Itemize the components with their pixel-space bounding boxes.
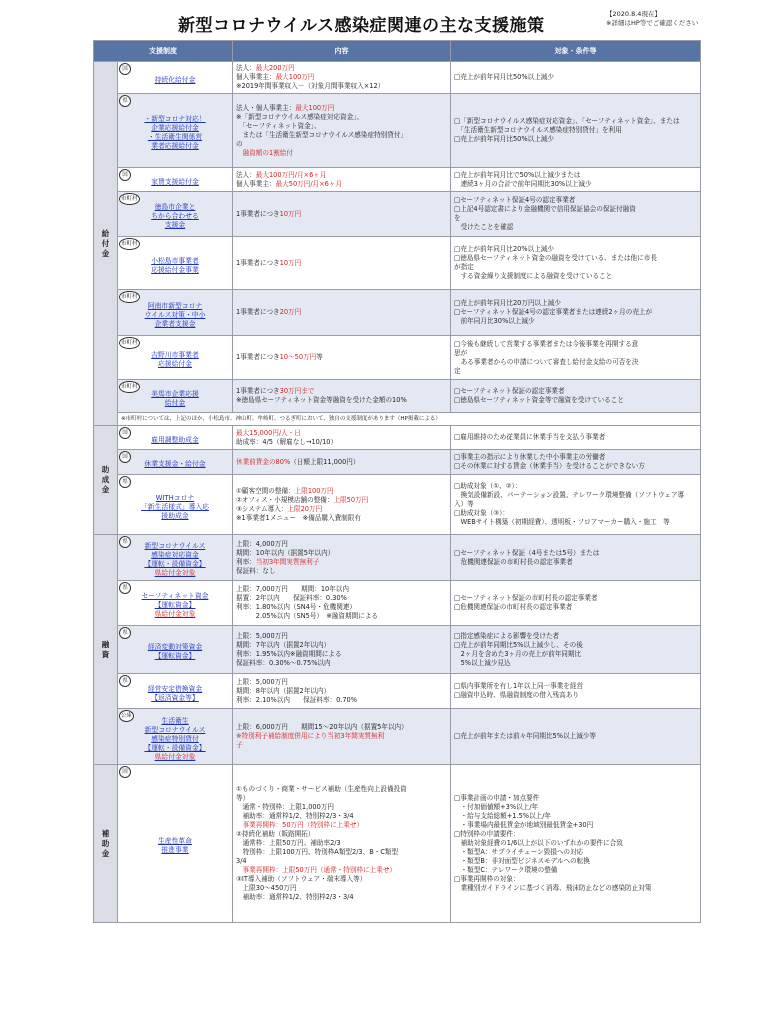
level-badge: 県 — [119, 536, 131, 548]
highlight-text: 20万円 — [279, 308, 302, 316]
text-line: □上記4号認定書により金融機関で信用保証協会の保証付融資 — [454, 205, 636, 213]
program-name[interactable]: 国 休業支援金・給付金 — [118, 450, 233, 475]
text-line: □今後も継続して営業する事業者または今後事業を再開する意 — [454, 339, 639, 348]
text-line: ①顧客空間の整備：上限100万円 — [236, 486, 334, 495]
table-row — [94, 192, 701, 237]
table-row — [94, 237, 701, 290]
text-line: 補助対象経費の1/6以上が以下のいずれかの要件に合致 — [454, 839, 623, 847]
text-line: □徳島県セーフティネット資金の融資を受けている、または他に市長 — [454, 254, 657, 262]
text-line: 等） — [236, 794, 250, 802]
level-badge: 県 — [119, 675, 131, 687]
level-badge: 市町村 — [119, 337, 140, 349]
text-line: □融資申込時、県融資制度の借入残高あり — [454, 691, 579, 699]
level-badge: 市町村 — [119, 193, 140, 205]
text-line: 1事業者につき10～50万円等 — [236, 353, 323, 361]
text-line: □雇用維持のため従業員に休業手当を支払う事業者 — [454, 433, 606, 441]
text-line — [236, 149, 447, 158]
category-kyufu: 給付金 — [94, 62, 118, 426]
text-line: 期間：7年以内（据置2年以内） — [236, 640, 331, 649]
text-line: 補助率：通常枠1/2、特別枠2/3・3/4 — [236, 893, 354, 901]
program-name[interactable]: 市町村 吉野川市事業者 応援給付金 — [118, 336, 233, 380]
text-line: □セーフティネット保証の認定事業者 — [454, 387, 565, 395]
text-line: 保証料：なし — [236, 566, 276, 575]
text-line: 据置：2年以内 保証料率：0.30% — [236, 594, 347, 602]
table-row — [94, 535, 701, 581]
text-line: 個人事業主：最大50万円/月×6ヶ月 — [236, 179, 343, 188]
text-line: □「新型コロナウイルス感染症対応資金」、「セーフティネット資金」、または — [454, 117, 680, 125]
text-line: ①ものづくり・商業・サービス補助（生産性向上設備投資 — [236, 785, 407, 793]
content-cell — [233, 450, 451, 475]
text-line: 危機関連保証の市町村長の認定事業者 — [454, 557, 573, 566]
text-line: 前年同月比30%以上減少 — [454, 317, 535, 325]
text-line: □売上が前年同月比20万円以上減少 — [454, 299, 561, 307]
text-line: ・事業場内最低賃金が地域別最低賃金+30円 — [454, 821, 594, 829]
text-line: □事業主の指示により休業した中小事業主の労働者 — [454, 453, 606, 461]
text-line: ※「新型コロナウイルス感染症対応資金」、 — [236, 112, 364, 121]
condition-cell — [451, 626, 701, 674]
level-badge: 国 — [119, 169, 131, 181]
text-line: 1事業者につき10万円 — [236, 209, 302, 218]
text-line: 「生活衛生新型コロナウイルス感染症特別貸付」を利用 — [454, 126, 622, 134]
text-line: または「生活衛生新型コロナウイルス感染症特別貸付」 — [236, 130, 408, 139]
highlight-text: 最大200万円 — [255, 64, 295, 72]
table-row — [94, 168, 701, 192]
text-line: WEBサイト構築（初期経費）、透明板・フロアマーカー購入・施工 等 — [454, 518, 670, 526]
text-line — [236, 741, 447, 750]
condition-cell — [451, 709, 701, 765]
text-line: 期間：10年以内（据置5年以内） — [236, 548, 335, 557]
text-line — [236, 429, 447, 438]
text-line: 上限：7,000万円 期間：10年以内 — [236, 585, 349, 593]
text-line: 1事業者につき10万円 — [236, 258, 302, 267]
highlight-text: 最大15,000円/人・日 — [236, 428, 301, 437]
highlight-text: 子 — [236, 741, 243, 749]
text-line: 利率：1.80%以内（SN4号・危機関連） — [236, 603, 356, 611]
condition-cell — [451, 426, 701, 450]
table-row — [94, 581, 701, 626]
text-line: □危機関連保証の市町村長の認定事業者 — [454, 603, 573, 611]
condition-cell — [451, 475, 701, 535]
text-line: 法人：最大200万円 — [236, 64, 295, 72]
level-badge: 公庫 — [119, 710, 134, 722]
highlight-text: 最大100万円 — [295, 103, 335, 112]
table-row — [94, 290, 701, 336]
text-line: ・類型A：サプライチェーン毀損への対応 — [454, 848, 584, 856]
content-cell — [233, 674, 451, 709]
text-line: 定 — [454, 366, 461, 375]
date-note — [606, 10, 698, 28]
date-stamp: 【2020.8.4現在】 — [606, 10, 661, 18]
text-line: 法人：最大100万円/月×6ヶ月 — [236, 170, 327, 179]
text-line: □セーフティネット保証4号の認定事業者または連続2ヶ月の売上が — [454, 308, 653, 316]
highlight-text: 最大100万円/月×6ヶ月 — [255, 170, 327, 179]
text-line — [236, 866, 447, 875]
content-cell — [233, 709, 451, 765]
table-header-row — [94, 41, 701, 62]
condition-cell — [451, 94, 701, 168]
table-row — [94, 426, 701, 450]
header-content: 内容 — [233, 41, 451, 62]
text-line: □徳島県セーフティネット資金等で融資を受けていること — [454, 396, 624, 404]
table-row — [94, 475, 701, 535]
condition-cell — [451, 192, 701, 237]
table-row — [94, 626, 701, 674]
text-line: 換気設備新設、パーテーション設置、テレワーク環境整備（ソフトウェア導 — [454, 491, 685, 499]
highlight-text: 休業前賃金の80% — [236, 457, 291, 466]
condition-cell — [451, 674, 701, 709]
subsidy-target-label: 県給付金対象 — [154, 610, 196, 618]
text-line: 思が — [454, 348, 468, 357]
program-name[interactable]: 県 経済変動対策資金 【運転資金】 — [118, 626, 233, 674]
highlight-text: 10万円 — [279, 258, 302, 267]
content-cell — [233, 535, 451, 581]
text-line — [236, 732, 447, 741]
content-cell — [233, 290, 451, 336]
highlight-text: ※特別利子補給制度併用により当初3年間実質無利 — [236, 732, 385, 740]
text-line: ・給与支給総額+1.5%以上/年 — [454, 812, 552, 820]
content-cell — [233, 581, 451, 626]
content-cell — [233, 765, 451, 923]
text-line: が指定 — [454, 263, 474, 271]
subsidy-target-label: 県給付金対象 — [154, 569, 196, 577]
level-badge: 県 — [119, 582, 131, 594]
text-line: ・付加価値額+3%以上/年 — [454, 803, 539, 811]
program-name[interactable]: 国 雇用調整助成金 — [118, 426, 233, 450]
text-line: する資金繰り支援制度による融資を受けていること — [454, 272, 613, 280]
content-cell — [233, 336, 451, 380]
text-line: 1事業者につき30万円まで — [236, 387, 315, 395]
program-name[interactable]: 県 新型コロナウイルス 感染症対応資金 【運転・設備資金】 県給付金対象 — [118, 535, 233, 581]
highlight-text: 30万円まで — [279, 387, 315, 395]
condition-cell — [451, 765, 701, 923]
content-cell — [233, 626, 451, 674]
text-line: 2ヶ月を含めた3ヶ月の売上が前年同期比 — [454, 649, 582, 658]
highlight-text: 上限100万円 — [294, 486, 334, 495]
level-badge: 市町村 — [119, 291, 140, 303]
text-line: 利率：当初3年間実質無利子 — [236, 557, 320, 566]
text-line: 個人事業主：最大100万円 — [236, 73, 315, 81]
condition-cell — [451, 290, 701, 336]
subsidy-target-label: 県給付金対象 — [154, 752, 196, 761]
text-line: ※1事業者1メニュー ※備品購入費制限有 — [236, 513, 361, 522]
program-name[interactable]: 公庫 生活衛生 新型コロナウイルス 感染症特別貸付 【運転・設備資金】 県給付金対象 — [118, 709, 233, 765]
level-badge: 県 — [119, 627, 131, 639]
text-line: の — [236, 139, 243, 148]
text-line: 特別枠：上限100万円、特別枠A類型2/3、B・C類型 — [236, 848, 399, 856]
text-line — [236, 821, 447, 830]
text-line: 2.05%以内（SN5号） ※融資期間による — [236, 612, 378, 620]
content-cell — [233, 192, 451, 237]
table-row — [94, 380, 701, 413]
text-line: 5%以上減少見込 — [454, 658, 511, 667]
text-line: 入）等 — [454, 500, 474, 508]
text-line: 通常枠：上限50万円、補助率2/3 — [236, 839, 341, 847]
level-badge: 国 — [119, 451, 131, 463]
condition-cell — [451, 237, 701, 290]
content-cell — [233, 94, 451, 168]
content-cell — [233, 237, 451, 290]
highlight-text: 事業再開枠：上限50万円（通常・特別枠に上乗せ） — [236, 866, 397, 874]
table-row — [94, 765, 701, 923]
text-line: □セーフティネット保証の市町村長の認定事業者 — [454, 594, 598, 602]
condition-cell — [451, 450, 701, 475]
program-name[interactable]: 国 持続化給付金 — [118, 62, 233, 94]
text-line: 1事業者につき20万円 — [236, 308, 302, 316]
text-line: 業種別ガイドラインに基づく消毒、飛沫防止などの感染防止対策 — [454, 884, 652, 892]
text-line: □売上が前年同月比で50%以上減少または — [454, 170, 581, 179]
content-cell — [233, 380, 451, 413]
header-cond: 対象・条件等 — [451, 41, 701, 62]
text-line: □売上が前年同月比20%以上減少 — [454, 245, 555, 253]
content-cell — [233, 62, 451, 94]
highlight-text: 最大50万円/月×6ヶ月 — [275, 179, 343, 188]
level-badge: 市町村 — [119, 381, 140, 393]
program-name[interactable]: 県 ・新型コロナ対応！ 企業応援給付金 ・生活衛生関係営 業者応援給付金 — [118, 94, 233, 168]
table-row — [94, 94, 701, 168]
header-name: 支援制度 — [94, 41, 233, 62]
table-row — [94, 336, 701, 380]
program-name[interactable]: 市町村 美馬市企業応援 給付金 — [118, 380, 233, 413]
text-line: □指定感染症による影響を受けた者 — [454, 631, 560, 640]
table-row — [94, 62, 701, 94]
content-cell — [233, 426, 451, 450]
highlight-text: 事業再開枠：50万円（特別枠に上乗せ） — [236, 821, 364, 829]
condition-cell — [451, 168, 701, 192]
condition-cell — [451, 581, 701, 626]
program-name[interactable]: 市町村 徳島市企業と ちから合わせる 支援金 — [118, 192, 233, 237]
condition-cell — [451, 380, 701, 413]
table-row — [94, 709, 701, 765]
highlight-text: 上限20万円 — [287, 504, 323, 513]
table-body — [94, 62, 701, 923]
program-name[interactable]: 国 生産性革命 推進事業 — [118, 765, 233, 923]
text-line: ※徳島県セーフティネット資金等融資を受けた金額の10% — [236, 396, 407, 404]
text-line: ②オフィス・小規模店舗の整備：上限50万円 — [236, 495, 369, 504]
text-line: □売上が前年同月比50%以上減少 — [454, 73, 555, 81]
highlight-text: 10～50万円 — [279, 353, 317, 361]
text-line: 上限：5,000万円 — [236, 631, 288, 640]
program-name[interactable]: 市町村 阿南市新型コロナ ウイルス対策・中小 企業者支援金 — [118, 290, 233, 336]
program-name[interactable]: 県 経営安定借換資金 【返済資金等】 — [118, 674, 233, 709]
highlight-text: 融資額の1割給付 — [236, 148, 293, 157]
text-line: ※2019年間事業収入－（対象月間事業収入×12） — [236, 82, 385, 90]
text-line: 保証料率：0.30%～0.75%以内 — [236, 658, 331, 667]
table-row — [94, 674, 701, 709]
category-yushi: 融資 — [94, 535, 118, 765]
level-badge: 県 — [119, 476, 131, 488]
text-line: 通常・特別枠：上限1,000万円 — [236, 803, 335, 811]
category-hojokin: 補助金 — [94, 765, 118, 923]
level-badge: 国 — [119, 63, 131, 75]
program-name[interactable]: 市町村 小松島市事業者 応援給付金事業 — [118, 237, 233, 290]
text-line: 利率：1.95%以内※融資期間による — [236, 649, 342, 658]
condition-cell — [451, 535, 701, 581]
text-line: 上限：4,000万円 — [236, 539, 288, 548]
text-line: 「セーフティネット資金」、 — [236, 121, 321, 130]
text-line: □売上が前年同期比5%以上減少し、その後 — [454, 640, 583, 649]
text-line: ある事業者からの申請について審査し給付金支給の可否を決 — [454, 357, 639, 366]
program-name[interactable]: 国 家賃支援給付金 — [118, 168, 233, 192]
text-line: 上限30～450万円 — [236, 884, 297, 892]
text-line: □セーフティネット保証（4号または5号）または — [454, 548, 600, 557]
text-line: □事業再開枠の対象： — [454, 875, 520, 883]
text-line: 利率：2.10%以内 保証料率：0.70% — [236, 695, 358, 704]
program-name[interactable]: 県 WITHコロナ 「新生活様式」導入応 援助成金 — [118, 475, 233, 535]
text-line: □特別枠の申請要件： — [454, 830, 520, 838]
text-line: □セーフティネット保証4号の認定事業者 — [454, 196, 576, 204]
text-line: □売上が前年同月比50%以上減少 — [454, 135, 555, 143]
highlight-text: 最大100万円 — [275, 73, 315, 81]
text-line: ③IT導入補助（ソフトウェア・端末導入等） — [236, 875, 367, 883]
highlight-text: 上限50万円 — [333, 495, 369, 504]
text-line: □売上が前年または前々年同期比5%以上減少等 — [454, 732, 596, 740]
text-line: を — [454, 214, 461, 222]
text-line: 補助率：通常枠1/2、特別枠2/3・3/4 — [236, 812, 354, 820]
highlight-text: 当初3年間実質無利子 — [255, 557, 320, 566]
text-line: 上限：5,000万円 — [236, 677, 288, 686]
text-line: ・類型B：非対面型ビジネスモデルへの転換 — [454, 857, 590, 865]
text-line: □県内事業所を有し1年以上同一事業を経営 — [454, 682, 584, 690]
table-row — [94, 450, 701, 475]
detail-note: ※詳細はHP等でご確認ください — [606, 19, 699, 27]
category-joseikin: 助成金 — [94, 426, 118, 535]
program-name[interactable]: 県 セーフティネット資金 【運転資金】 県給付金対象 — [118, 581, 233, 626]
text-line: 期間：8年以内（据置2年以内） — [236, 686, 331, 695]
note-row — [94, 413, 701, 426]
level-badge: 県 — [119, 95, 131, 107]
content-cell — [233, 475, 451, 535]
text-line: □助成対象（①、②）： — [454, 482, 522, 490]
text-line: □助成対象（③）： — [454, 509, 509, 517]
level-badge: 国 — [119, 766, 131, 778]
condition-cell — [451, 62, 701, 94]
content-cell — [233, 168, 451, 192]
text-line: 連続3ヶ月の合計で前年同期比30%以上減少 — [454, 179, 592, 188]
text-line: 休業前賃金の80%（日額上限11,000円） — [236, 457, 360, 466]
text-line: 上限：6,000万円 期間15～20年以内（据置5年以内） — [236, 723, 408, 731]
level-badge: 国 — [119, 427, 131, 439]
text-line: 受けたことを確認 — [454, 223, 514, 231]
text-line: □その休業に対する賃金（休業手当）を受けることができない方 — [454, 462, 645, 470]
text-line: ③システム導入：上限20万円 — [236, 504, 323, 513]
text-line: □事業計画の申請・加点要件 — [454, 794, 540, 802]
page-title: 新型コロナウイルス感染症関連の主な支援施策 — [178, 16, 545, 36]
text-line: ・類型C：テレワーク環境の整備 — [454, 866, 558, 874]
condition-cell — [451, 336, 701, 380]
highlight-text: 10万円 — [279, 209, 302, 218]
text-line: 3/4 — [236, 857, 247, 865]
text-line: 法人・個人事業主：最大100万円 — [236, 103, 335, 112]
support-table — [93, 40, 701, 923]
text-line: ②持続化補助（販路開拓） — [236, 830, 315, 838]
municipal-note: ※市町村については、上記のほか、小松島市、神山町、牟岐町、つるぎ町において、独自の支援制度があります（HP掲載による） — [118, 413, 701, 426]
text-line: 助成率：4/5（解雇なし→10/10） — [236, 437, 338, 446]
level-badge: 市町村 — [119, 238, 140, 250]
